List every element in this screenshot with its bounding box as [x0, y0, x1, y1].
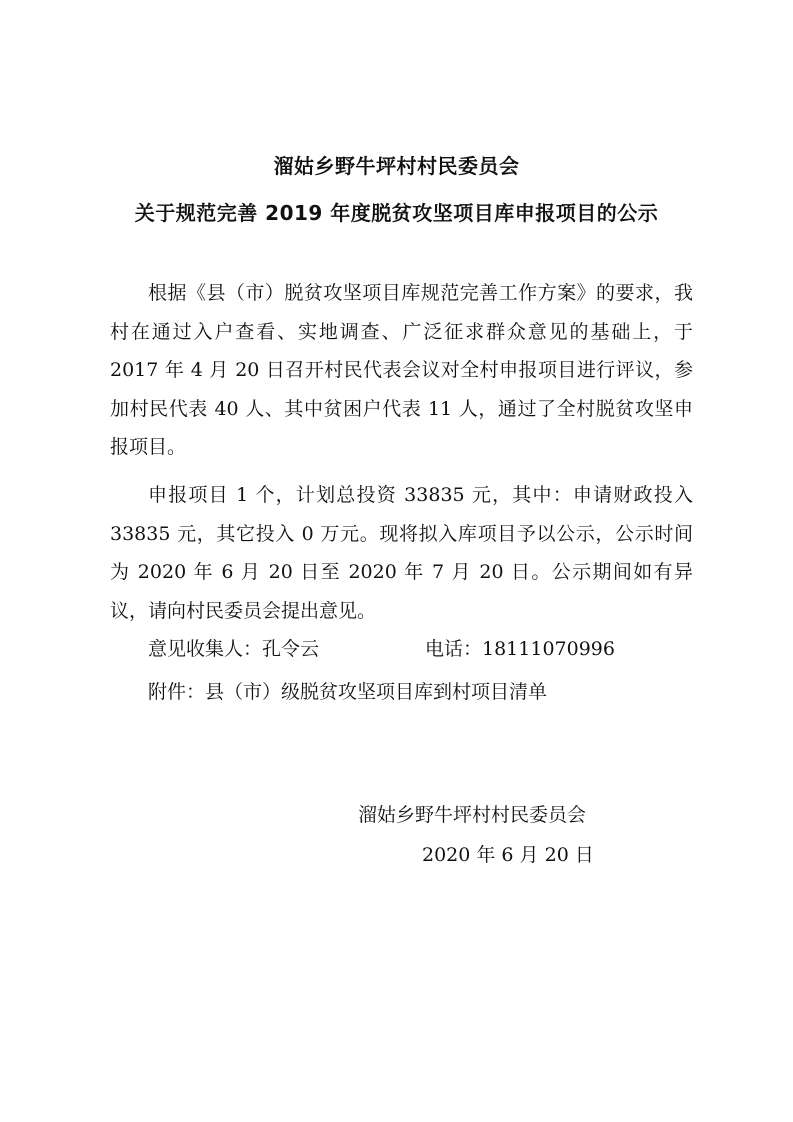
title-line-2: 关于规范完善 2019 年度脱贫攻坚项目库申报项目的公示 — [134, 201, 659, 225]
signature-date: 2020 年 6 月 20 日 — [422, 844, 594, 866]
contact-phone: 电话：18111070996 — [425, 638, 615, 660]
paragraph-2: 申报项目 1 个，计划总投资 33835 元，其中：申请财政投入 33835 元，其它投入 0 万元。现将拟入库项目予以公示，公示时间为 2020 年 6 月 20 日至 2020 年 7 月 20 日。公示期间如有异议，请向村民委员会提出意见。 — [110, 484, 693, 622]
signature-organization: 溜姑乡野牛坪村村民委员会 — [358, 804, 587, 826]
paragraph-1: 根据《县（市）脱贫攻坚项目库规范完善工作方案》的要求，我村在通过入户查看、实地调查、广泛征求群众意见的基础上，于 2017 年 4 月 20 日召开村民代表会议对全村申报项目进行评议，参加村民代表 40 人、其中贫困户代表 11 人，通过了全村脱贫攻坚申报项目。 — [110, 282, 693, 458]
attachment-line: 附件：县（市）级脱贫攻坚项目库到村项目清单 — [148, 681, 548, 703]
contact-person: 意见收集人：孔令云 — [148, 638, 320, 660]
contact-line — [148, 630, 615, 668]
title-line-1: 溜姑乡野牛坪村村民委员会 — [273, 154, 520, 178]
